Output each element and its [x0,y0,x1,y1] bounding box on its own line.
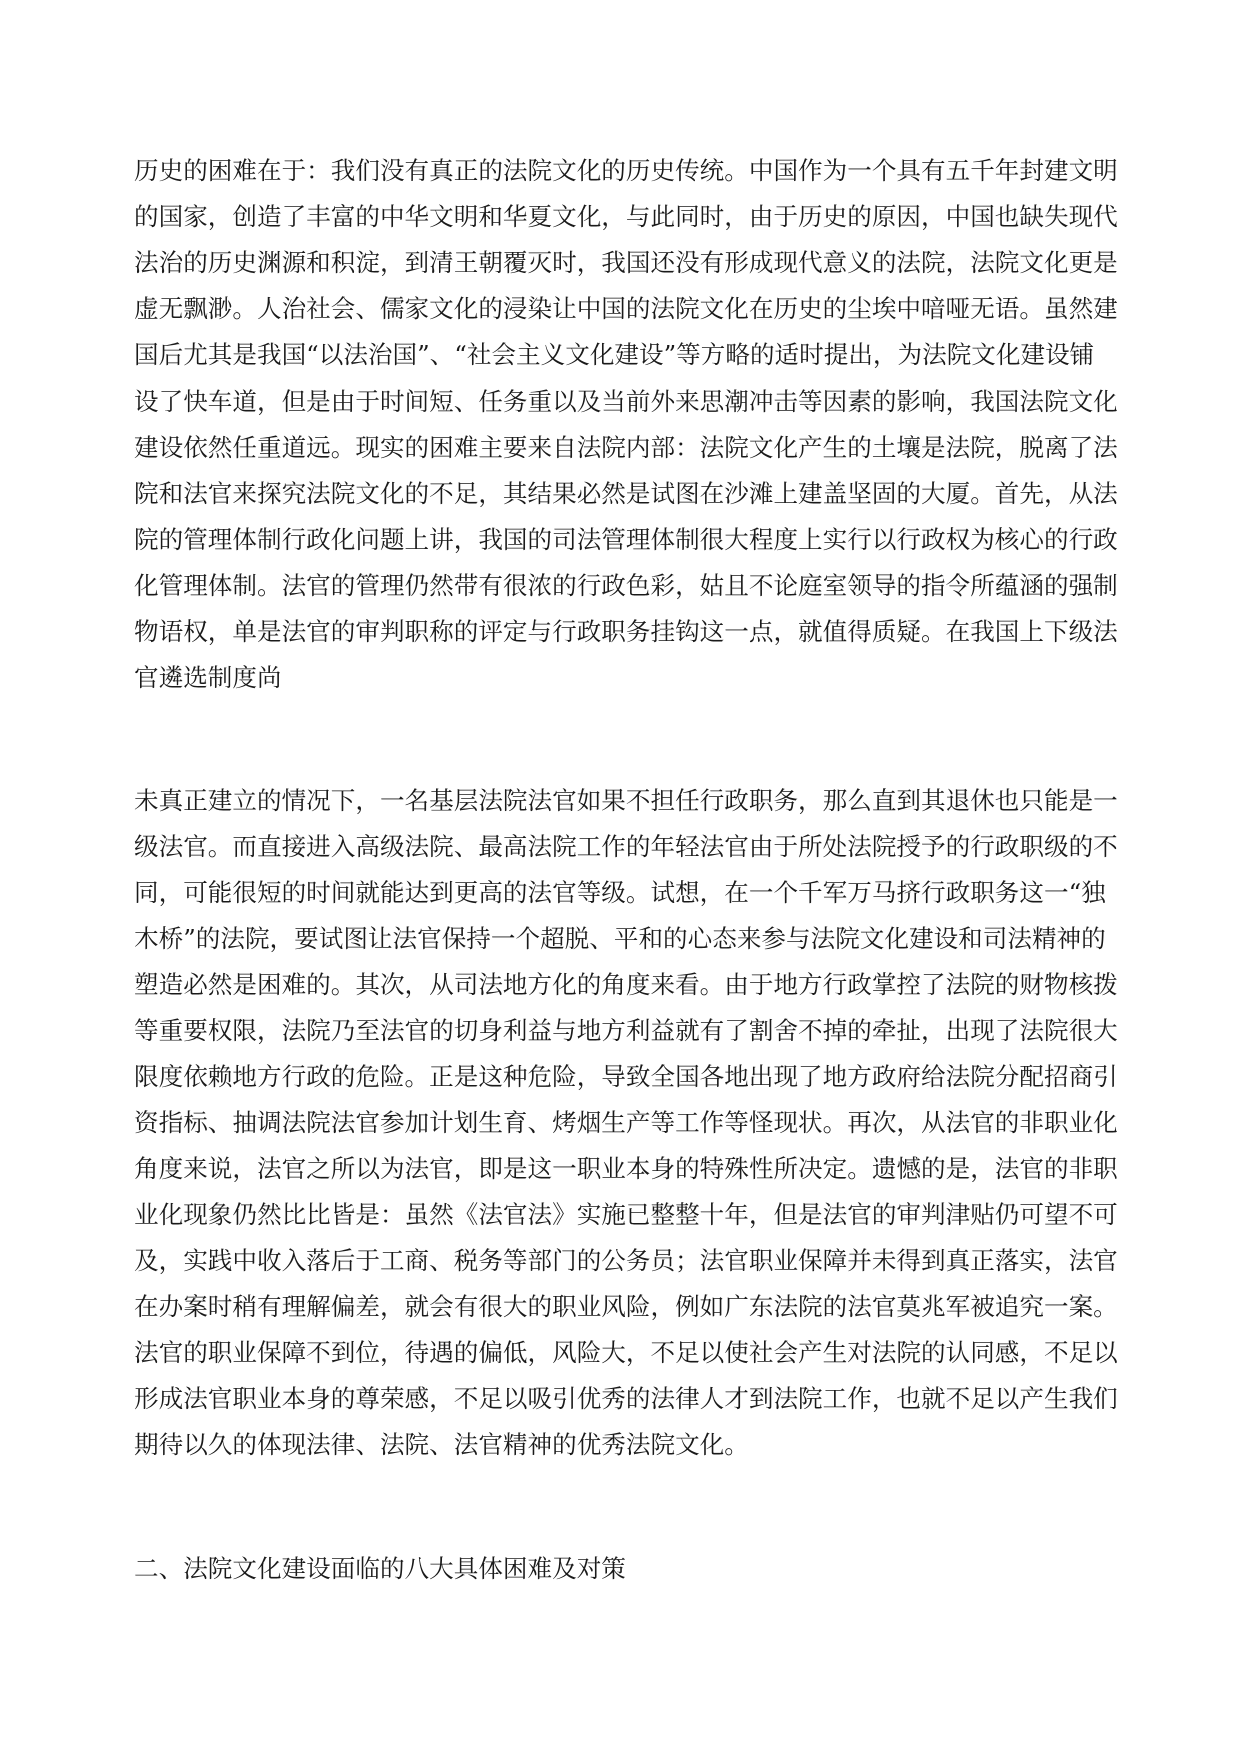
paragraph-line: 历史的困难在于：我们没有真正的法院文化的历史传统。中国作为一个具有五千年封建文明 [134,156,1118,185]
paragraph-line: 在办案时稍有理解偏差，就会有很大的职业风险，例如广东法院的法官莫兆军被追究一案。 [134,1292,1118,1321]
paragraph-line: 期待以久的体现法律、法院、法官精神的优秀法院文化。 [134,1430,749,1459]
paragraph-line: 级法官。而直接进入高级法院、最高法院工作的年轻法官由于所处法院授予的行政职级的不 [134,832,1118,861]
paragraph-line: 化管理体制。法官的管理仍然带有很浓的行政色彩，姑且不论庭室领导的指令所蕴涵的强制 [134,571,1118,600]
paragraph-line: 法治的历史渊源和积淀，到清王朝覆灭时，我国还没有形成现代意义的法院，法院文化更是 [134,248,1118,277]
paragraph-line: 角度来说，法官之所以为法官，即是这一职业本身的特殊性所决定。遗憾的是，法官的非职 [134,1154,1118,1183]
paragraph-line: 法官的职业保障不到位，待遇的偏低，风险大，不足以使社会产生对法院的认同感，不足以 [134,1338,1118,1367]
paragraph-line: 等重要权限，法院乃至法官的切身利益与地方利益就有了割舍不掉的牵扯，出现了法院很大 [134,1016,1118,1045]
paragraph-line: 同，可能很短的时间就能达到更高的法官等级。试想，在一个千军万马挤行政职务这一“独 [134,878,1106,907]
section-heading: 二、法院文化建设面临的八大具体困难及对策 [134,1554,626,1583]
paragraph-line: 未真正建立的情况下，一名基层法院法官如果不担任行政职务，那么直到其退休也只能是一 [134,786,1118,815]
paragraph-line: 虚无飘渺。人治社会、儒家文化的浸染让中国的法院文化在历史的尘埃中喑哑无语。虽然建 [134,294,1118,323]
paragraph-line: 物语权，单是法官的审判职称的评定与行政职务挂钩这一点，就值得质疑。在我国上下级法 [134,617,1118,646]
paragraph-line: 设了快车道，但是由于时间短、任务重以及当前外来思潮冲击等因素的影响，我国法院文化 [134,387,1118,416]
paragraph-line: 建设依然任重道远。现实的困难主要来自法院内部：法院文化产生的土壤是法院，脱离了法 [134,433,1118,462]
paragraph-line: 的国家，创造了丰富的中华文明和华夏文化，与此同时，由于历史的原因，中国也缺失现代 [134,202,1118,231]
paragraph-line: 及，实践中收入落后于工商、税务等部门的公务员；法官职业保障并未得到真正落实，法官 [134,1246,1118,1275]
paragraph-line: 木桥”的法院，要试图让法官保持一个超脱、平和的心态来参与法院文化建设和司法精神的 [134,924,1106,953]
paragraph-line: 官遴选制度尚 [134,663,282,692]
paragraph-line: 院和法官来探究法院文化的不足，其结果必然是试图在沙滩上建盖坚固的大厦。首先，从法 [134,479,1118,508]
paragraph-line: 限度依赖地方行政的危险。正是这种危险，导致全国各地出现了地方政府给法院分配招商引 [134,1062,1118,1091]
paragraph-line: 形成法官职业本身的尊荣感，不足以吸引优秀的法律人才到法院工作，也就不足以产生我们 [134,1384,1118,1413]
paragraph-line: 国后尤其是我国“以法治国”、“社会主义文化建设”等方略的适时提出，为法院文化建设铺 [134,340,1095,369]
paragraph-line: 塑造必然是困难的。其次，从司法地方化的角度来看。由于地方行政掌控了法院的财物核拨 [134,970,1118,999]
paragraph-line: 业化现象仍然比比皆是：虽然《法官法》实施已整整十年，但是法官的审判津贴仍可望不可 [134,1200,1118,1229]
paragraph-line: 院的管理体制行政化问题上讲，我国的司法管理体制很大程度上实行以行政权为核心的行政 [134,525,1118,554]
paragraph-line: 资指标、抽调法院法官参加计划生育、烤烟生产等工作等怪现状。再次，从法官的非职业化 [134,1108,1118,1137]
